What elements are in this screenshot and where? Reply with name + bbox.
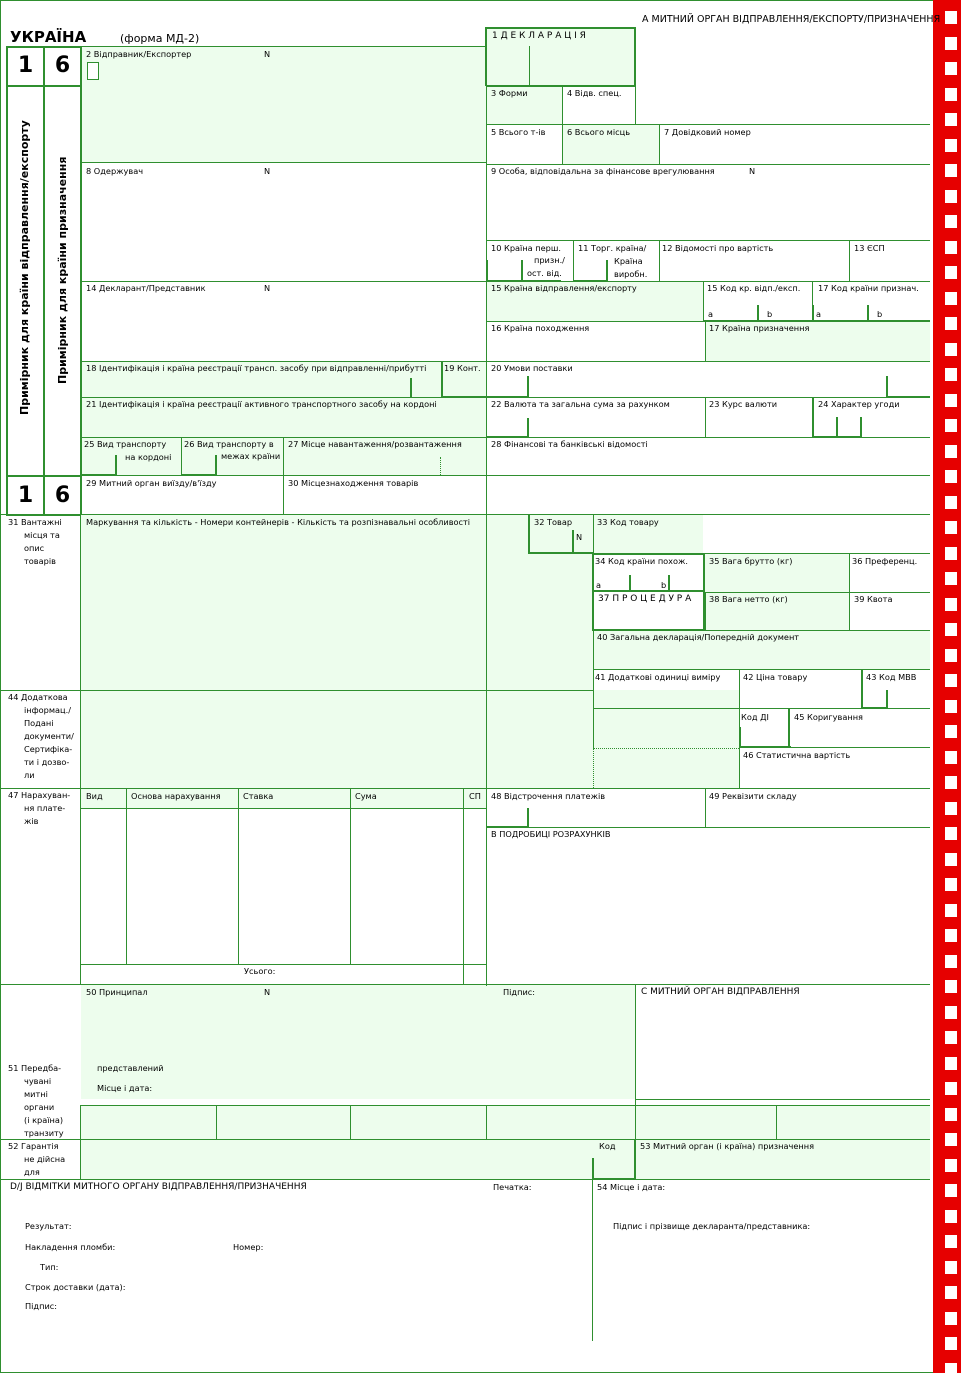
box11-sub1: Країна [614, 256, 643, 266]
fill-box51 [81, 1105, 930, 1139]
box46-label: 46 Статистична вартість [743, 750, 851, 760]
perforation-hole [945, 1363, 957, 1376]
frame-left [0, 0, 1, 1373]
perforation-hole [945, 37, 957, 50]
line [705, 321, 706, 361]
section-d-title: D/J ВІДМІТКИ МИТНОГО ОРГАНУ ВІДПРАВЛЕННЯ/ПРИЗНАЧЕННЯ [10, 1182, 307, 1192]
place-date-label: Місце і дата: [97, 1083, 153, 1093]
line [703, 281, 704, 321]
line [43, 46, 45, 515]
box20-label: 20 Умови поставки [491, 363, 573, 373]
box36-label: 36 Преференц. [852, 556, 918, 566]
box48-label: 48 Відстрочення платежів [491, 791, 606, 801]
box47-label-2: ня плате- [24, 803, 66, 813]
line [115, 455, 117, 475]
line [527, 376, 529, 396]
line [126, 788, 127, 964]
box51-label-6: транзиту [24, 1128, 64, 1138]
represented-label: представлений [97, 1063, 164, 1073]
line [593, 553, 705, 555]
box38-label: 38 Вага нетто (кг) [709, 594, 788, 604]
perforation-hole [945, 929, 957, 942]
perforation-hole [945, 1235, 957, 1248]
section-a-title: А МИТНИЙ ОРГАН ВІДПРАВЛЕННЯ/ЕКСПОРТУ/ПРИЗНАЧЕННЯ [642, 14, 941, 25]
box53-label: 53 Митний орган (і країна) призначення [640, 1141, 815, 1151]
box27-label: 27 Місце навантаження/розвантаження [288, 439, 462, 449]
perforation-hole [945, 241, 957, 254]
box6-label: 6 Всього місць [567, 127, 631, 137]
box51-label-3: митні [24, 1089, 48, 1099]
usogo-label: Усього: [244, 966, 276, 976]
box5-label: 5 Всього т-ів [491, 127, 546, 137]
line [80, 1105, 81, 1180]
box23-label: 23 Курс валюти [709, 399, 778, 409]
type-label: Тип: [40, 1262, 59, 1272]
line [635, 1099, 930, 1100]
box47-label-3: жів [24, 816, 39, 826]
fill-box2 [81, 46, 486, 162]
box32-label: 32 Товар [534, 517, 573, 527]
box50-n: N [264, 987, 271, 997]
form-number: (форма МД-2) [120, 32, 200, 45]
copy-digit-1-bottom: 1 [17, 483, 34, 508]
box30-label: 30 Місцезнаходження товарів [288, 478, 419, 488]
box28-label: 28 Фінансові та банківські відомості [491, 439, 648, 449]
box8-n: N [264, 166, 271, 176]
line [486, 28, 487, 986]
box16-label: 16 Країна походження [491, 323, 590, 333]
perforation-hole [945, 1082, 957, 1095]
seals-label: Накладення пломби: [25, 1242, 116, 1252]
line [788, 708, 790, 747]
line [659, 240, 660, 281]
box51-label-5: (і країна) [24, 1115, 64, 1125]
box18-label: 18 Ідентифікація і країна реєстрації трансп. засобу при відправленні/прибутті [86, 363, 427, 373]
box52-label-1: 52 Гарантія [8, 1141, 59, 1151]
line [0, 984, 930, 985]
line [849, 553, 850, 630]
line [867, 305, 869, 320]
box44-label-4: документи/ [24, 731, 74, 741]
perforation-hole [945, 113, 957, 126]
line [181, 437, 182, 475]
line [573, 280, 608, 282]
perforation-hole [945, 343, 957, 356]
box44-label-2: інформац./ [24, 705, 71, 715]
col-suma: Сума [355, 791, 377, 801]
col-osnova: Основа нарахування [131, 791, 221, 801]
line [886, 396, 930, 398]
perforation-hole [945, 955, 957, 968]
box51-label-4: органи [24, 1102, 55, 1112]
line [350, 1105, 351, 1139]
box44-label-6: ти і дозво- [24, 757, 70, 767]
line [486, 240, 930, 241]
line [486, 826, 529, 828]
box17-label: 17 Країна призначення [709, 323, 810, 333]
perforation-hole [945, 1057, 957, 1070]
section-b-title: В ПОДРОБИЦІ РОЗРАХУНКІВ [491, 829, 611, 839]
perforation-hole [945, 853, 957, 866]
box8-label: 8 Одержувач [86, 166, 144, 176]
line [6, 85, 81, 87]
line [81, 361, 930, 362]
box11-label: 11 Торг. країна/ [578, 243, 647, 253]
result-label: Результат: [25, 1221, 72, 1231]
line [861, 669, 863, 708]
perforation-hole [945, 1286, 957, 1299]
checkbox-icon[interactable] [87, 62, 99, 80]
box14-label: 14 Декларант/Представник [86, 283, 206, 293]
line [757, 305, 759, 320]
line [486, 436, 529, 438]
box10-sub2: ост. від. [527, 268, 562, 278]
box31-label-1: 31 Вантажні [8, 517, 62, 527]
line [6, 475, 81, 477]
fill-box44 [81, 690, 739, 788]
perforation-hole [945, 1133, 957, 1146]
perforation-hole [945, 1159, 957, 1172]
perforation-hole [945, 649, 957, 662]
line [659, 124, 660, 164]
box9-label: 9 Особа, відповідальна за фінансове врегулювання [491, 166, 715, 176]
box34-sub-b: b [661, 580, 667, 590]
box26-sub: межах країни [221, 451, 281, 461]
box15a-sub-a: a [708, 309, 714, 319]
line [486, 514, 930, 515]
fill-box50 [81, 985, 635, 1099]
line [635, 86, 636, 124]
box3-label: 3 Форми [491, 88, 528, 98]
box33-label: 33 Код товару [597, 517, 659, 527]
section-c-title: С МИТНИЙ ОРГАН ВІДПРАВЛЕННЯ [641, 987, 800, 997]
perforation-hole [945, 394, 957, 407]
line [486, 827, 930, 828]
perforation-hole [945, 368, 957, 381]
box37-label: 37 П Р О Ц Е Д У Р А [598, 594, 692, 604]
box17a-label: 17 Код країни признач. [818, 283, 919, 293]
frame-top [0, 0, 933, 1]
box40-label: 40 Загальна декларація/Попередній документ [597, 632, 800, 642]
line [0, 788, 930, 789]
box39-label: 39 Квота [854, 594, 893, 604]
line [593, 748, 594, 788]
copy-digit-1-top: 1 [17, 53, 34, 78]
copy-digit-6-top: 6 [54, 53, 71, 78]
perforation-hole [945, 1184, 957, 1197]
line [486, 280, 561, 282]
perforation-hole [945, 980, 957, 993]
perforation-hole [945, 776, 957, 789]
box10-label: 10 Країна перш. [491, 243, 561, 253]
line [463, 788, 464, 984]
box11-sub2: виробн. [614, 269, 648, 279]
line [528, 552, 593, 554]
line [703, 553, 705, 631]
line [81, 162, 486, 163]
line [812, 305, 814, 320]
line [81, 808, 486, 809]
box15a-label: 15 Код кр. відп./експ. [707, 283, 801, 293]
perforation-hole [945, 445, 957, 458]
perforation-hole [945, 62, 957, 75]
line [861, 707, 888, 709]
fill-box31 [81, 515, 593, 690]
col-sp: СП [469, 791, 481, 801]
perforation-hole [945, 802, 957, 815]
perforation-hole [945, 1108, 957, 1121]
delivery-date-label: Строк доставки (дата): [25, 1282, 126, 1292]
line [215, 455, 217, 475]
line [81, 964, 486, 965]
signature2-label: Підпис: [25, 1301, 58, 1311]
line [606, 260, 608, 280]
box44-label-7: ли [24, 770, 35, 780]
line [0, 1139, 930, 1140]
perforation-hole [945, 674, 957, 687]
box2-n: N [264, 49, 271, 59]
box10-sub1: призн./ [534, 255, 565, 265]
box31-label-3: опис [24, 543, 45, 553]
perforation-hole [945, 1312, 957, 1325]
perforation-hole [945, 88, 957, 101]
col-vyd: Вид [86, 791, 103, 801]
perforation-hole [945, 598, 957, 611]
line [486, 396, 529, 398]
box22-label: 22 Валюта та загальна сума за рахунком [491, 399, 670, 409]
stamp-label: Печатка: [493, 1182, 532, 1192]
signature-label: Підпис: [503, 987, 536, 997]
box25-sub: на кордоні [125, 452, 172, 462]
perforation-hole [945, 521, 957, 534]
box41-label: 41 Додаткові одиниці виміру [595, 672, 721, 682]
line [886, 376, 888, 396]
line [216, 1105, 217, 1139]
perforation-hole [945, 547, 957, 560]
declaration-title: 1 Д Е К Л А Р А Ц І Я [492, 31, 586, 41]
box26-label: 26 Вид транспорту в [184, 439, 274, 449]
box21-label: 21 Ідентифікація і країна реєстрації активного транспортного засобу на кордоні [86, 399, 437, 409]
box43-label: 43 Код МВВ [866, 672, 917, 682]
perforation-hole [945, 572, 957, 585]
line [739, 727, 741, 747]
line [181, 474, 216, 476]
line [705, 592, 706, 630]
line [739, 746, 791, 748]
line [836, 417, 838, 436]
box13-label: 13 ЄСП [854, 243, 885, 253]
box47-label-1: 47 Нарахуван- [8, 790, 71, 800]
perforation-hole [945, 1210, 957, 1223]
line [486, 260, 488, 280]
box29-label: 29 Митний орган виїзду/в'їзду [86, 478, 217, 488]
line [593, 669, 930, 670]
line [705, 788, 706, 827]
perforation-hole [945, 11, 957, 24]
box12-label: 12 Відомості про вартість [662, 243, 774, 253]
line [593, 629, 705, 631]
box44-label-3: Подані [24, 718, 54, 728]
line [528, 515, 530, 553]
line [668, 575, 670, 590]
box50-label: 50 Принципал [86, 987, 148, 997]
perforation-hole [945, 164, 957, 177]
perforation-hole [945, 623, 957, 636]
line [486, 124, 930, 125]
line [283, 437, 284, 514]
perforation-hole [945, 470, 957, 483]
perforation-hole [945, 1261, 957, 1274]
box35-label: 35 Вага брутто (кг) [709, 556, 793, 566]
line [634, 27, 636, 86]
line [527, 418, 529, 436]
number-label: Номер: [233, 1242, 264, 1252]
line [812, 397, 814, 436]
line [573, 240, 574, 281]
box52-label-3: для [24, 1167, 40, 1177]
box31-title: Маркування та кількість - Номери контейнерів - Кількість та розпізнавальні особливості [86, 517, 471, 527]
line [486, 164, 930, 165]
perforation-hole [945, 215, 957, 228]
line [629, 575, 631, 590]
box15-label: 15 Країна відправлення/експорту [491, 283, 637, 293]
copy-label-destination: Примірник для країни призначення [56, 156, 69, 384]
box7-label: 7 Довідковий номер [664, 127, 751, 137]
col-stavka: Ставка [243, 791, 274, 801]
line [441, 396, 486, 398]
box24-label: 24 Характер угоди [818, 399, 900, 409]
box44-label-1: 44 Додаткова [8, 692, 68, 702]
line [529, 46, 530, 86]
box42-label: 42 Ціна товару [743, 672, 808, 682]
kod-di-label: Код ДІ [741, 712, 769, 722]
line [6, 46, 8, 515]
line [81, 1105, 930, 1106]
line [634, 1139, 636, 1180]
box52-label-2: не дійсна [24, 1154, 66, 1164]
line [592, 553, 594, 631]
line [80, 515, 81, 985]
perforation-hole [945, 878, 957, 891]
box44-label-5: Сертифіка- [24, 744, 73, 754]
perforation-hole [945, 190, 957, 203]
line [410, 378, 412, 397]
box14-n: N [264, 283, 271, 293]
box34-label: 34 Код країни похож. [595, 556, 689, 566]
perforation-hole [945, 725, 957, 738]
perforation-hole [945, 904, 957, 917]
box51-label-1: 51 Передба- [8, 1063, 62, 1073]
line [486, 1105, 487, 1139]
box31-label-2: місця та [24, 530, 60, 540]
perforation-hole [945, 419, 957, 432]
box9-n: N [749, 166, 756, 176]
box51-label-2: чувані [24, 1076, 52, 1086]
line [812, 436, 862, 438]
kod-label: Код [599, 1141, 616, 1151]
box17a-sub-a: a [816, 309, 822, 319]
line [486, 85, 635, 87]
declarant-signature-label: Підпис і прізвище декларанта/представника: [613, 1221, 811, 1231]
line [860, 417, 862, 436]
line [593, 748, 739, 749]
line [776, 1105, 777, 1139]
box32-n: N [576, 532, 583, 542]
box15a-sub-b: b [767, 309, 773, 319]
box49-label: 49 Реквізити складу [709, 791, 797, 801]
line [849, 240, 850, 281]
perforation-hole [945, 827, 957, 840]
perforation-hole [945, 139, 957, 152]
box54-label: 54 Місце і дата: [597, 1182, 666, 1192]
line [705, 397, 706, 437]
line [705, 592, 930, 593]
line [592, 1158, 594, 1179]
perforation-hole [945, 496, 957, 509]
line [486, 27, 635, 29]
line [441, 361, 443, 397]
country-title: УКРАЇНА [10, 28, 87, 46]
line [527, 808, 529, 826]
box31-label-4: товарів [24, 556, 56, 566]
line [485, 27, 487, 86]
line [0, 1179, 930, 1180]
box34-sub-a: a [596, 580, 602, 590]
perforation-hole [945, 700, 957, 713]
box45-label: 45 Коригування [794, 712, 863, 722]
line [572, 530, 574, 553]
copy-label-export: Примірник для країни відправлення/експорту [18, 120, 31, 415]
perforation-hole [945, 751, 957, 764]
box4-label: 4 Відв. спец. [567, 88, 622, 98]
line [440, 457, 441, 475]
perforation-hole [945, 317, 957, 330]
perforation-hole [945, 266, 957, 279]
perforation-hole [945, 1337, 957, 1350]
line [562, 86, 563, 164]
box25-label: 25 Вид транспорту [84, 439, 167, 449]
box17a-sub-b: b [877, 309, 883, 319]
line [592, 1178, 636, 1180]
line [521, 260, 523, 280]
line [886, 690, 888, 708]
line [703, 320, 930, 322]
line [238, 788, 239, 964]
box2-label: 2 Відправник/Експортер [86, 49, 192, 59]
line [81, 474, 116, 476]
line [0, 690, 593, 691]
perforation-hole [945, 292, 957, 305]
box19-label: 19 Конт. [444, 363, 481, 373]
perforation-hole [945, 1006, 957, 1019]
perforation-hole [945, 1031, 957, 1044]
line [81, 46, 486, 47]
line [593, 515, 594, 749]
line [592, 1179, 593, 1341]
line [593, 590, 705, 592]
line [350, 788, 351, 964]
copy-digit-6-bottom: 6 [54, 483, 71, 508]
